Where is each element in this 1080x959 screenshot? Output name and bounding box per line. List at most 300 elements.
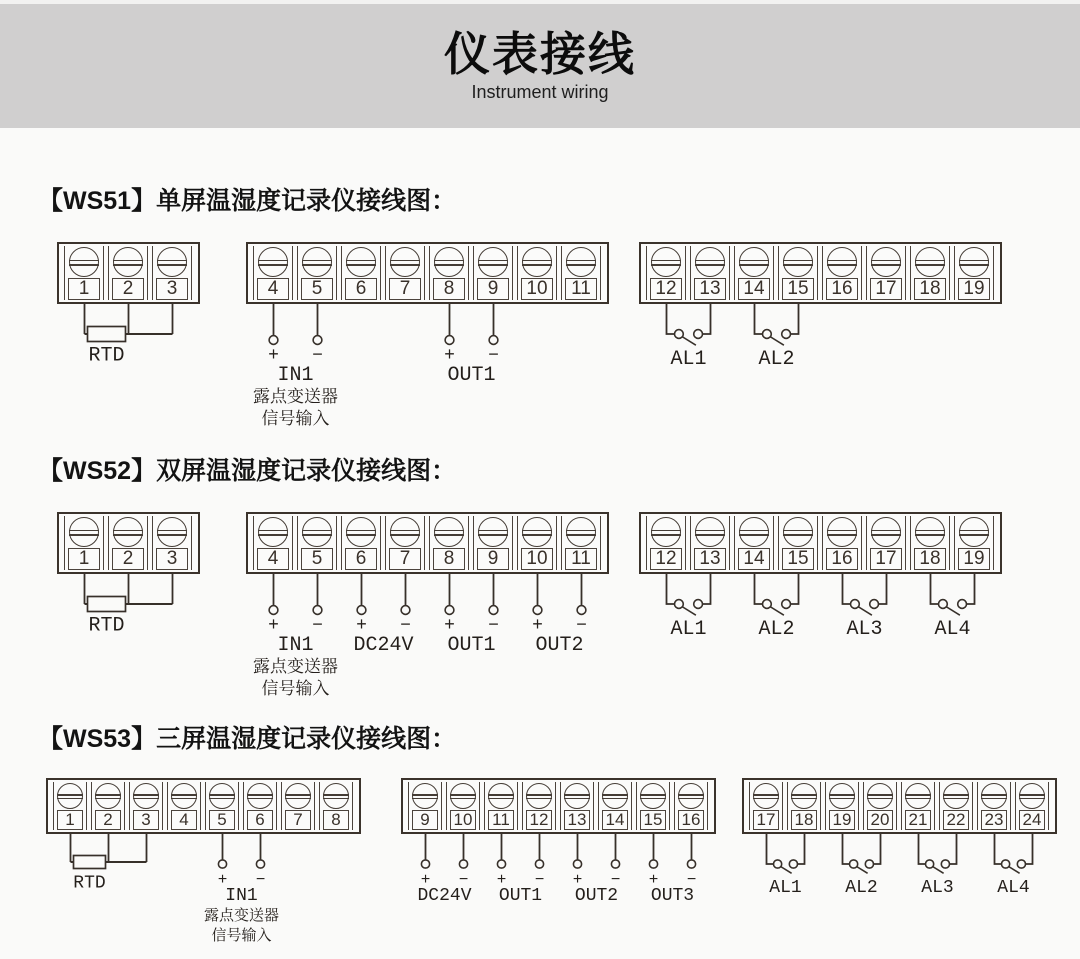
- terminal-number: 19: [958, 278, 990, 300]
- screw-icon: [209, 783, 235, 809]
- rtd-connection: [85, 304, 173, 368]
- terminal-number: 14: [738, 548, 770, 570]
- terminal-strip: [246, 512, 609, 574]
- plus-sign: +: [217, 871, 228, 889]
- terminal-cell: [787, 782, 821, 830]
- terminal-cell: [484, 782, 518, 830]
- terminal-cell: [429, 516, 469, 570]
- alarm-label: AL1: [670, 618, 707, 641]
- minus-sign: −: [458, 871, 469, 889]
- relay-connection: [767, 834, 805, 898]
- terminal-number: 4: [257, 278, 289, 300]
- terminal-cell: [446, 782, 480, 830]
- minus-sign: −: [312, 616, 323, 636]
- terminal-block: [46, 778, 361, 946]
- terminal-cell: [281, 782, 315, 830]
- screw-icon: [739, 517, 769, 547]
- terminal-cell: [734, 246, 774, 300]
- terminal-cell: [64, 246, 104, 300]
- plus-sign: +: [268, 346, 279, 366]
- minus-sign: −: [610, 871, 621, 889]
- screw-icon: [981, 783, 1007, 809]
- terminal-number: 6: [247, 810, 273, 830]
- screw-icon: [905, 783, 931, 809]
- terminal-number: 1: [57, 810, 83, 830]
- section-WS51: [0, 184, 1080, 430]
- terminal-number: 9: [477, 278, 509, 300]
- pair-connection: [417, 834, 471, 906]
- rtd-label: RTD: [73, 873, 106, 894]
- contact-circle-icon: [782, 330, 791, 339]
- terminal-block: [742, 778, 1057, 946]
- signal-label: IN1: [277, 634, 314, 657]
- terminal-number: 16: [826, 548, 858, 570]
- section-WS53: [0, 722, 1080, 946]
- terminal-cell: [674, 782, 708, 830]
- terminal-cell: [560, 782, 594, 830]
- terminal-strip: [639, 512, 1002, 574]
- terminal-number: 15: [782, 548, 814, 570]
- screw-icon: [566, 517, 596, 547]
- minus-sign: −: [488, 346, 499, 366]
- terminal-number: 8: [433, 548, 465, 570]
- wiring-svg: [46, 834, 361, 946]
- plus-sign: +: [648, 871, 659, 889]
- screw-icon: [827, 247, 857, 277]
- pair-connection: [444, 304, 499, 387]
- rtd-label: RTD: [88, 344, 125, 368]
- plus-sign: +: [268, 616, 279, 636]
- contact-circle-icon: [1017, 860, 1025, 868]
- terminal-cell: [822, 246, 862, 300]
- relay-connection: [843, 834, 881, 898]
- signal-label: OUT2: [574, 886, 619, 906]
- terminal-number: 19: [829, 810, 855, 830]
- terminal-number: 6: [345, 278, 377, 300]
- wire-end-circle-icon: [611, 860, 619, 868]
- screw-icon: [258, 517, 288, 547]
- terminal-cell: [954, 246, 994, 300]
- pair-connection: [444, 574, 499, 657]
- signal-sublabel: 露点变送器: [253, 387, 338, 406]
- terminal-strip: [401, 778, 716, 834]
- terminal-cell: [517, 516, 557, 570]
- terminal-cell: [253, 516, 293, 570]
- terminal-cell: [954, 516, 994, 570]
- alarm-label: AL3: [846, 618, 883, 641]
- terminal-block: [639, 242, 1002, 430]
- screw-icon: [133, 783, 159, 809]
- signal-label: IN1: [277, 364, 314, 387]
- terminal-number: 2: [95, 810, 121, 830]
- sections-container: [0, 184, 1080, 946]
- terminal-row: [57, 512, 1080, 700]
- signal-label: OUT1: [447, 634, 496, 657]
- terminal-number: 7: [389, 278, 421, 300]
- signal-label: IN1: [225, 886, 258, 906]
- screw-icon: [522, 247, 552, 277]
- minus-sign: −: [400, 616, 411, 636]
- relay-connection: [755, 574, 799, 641]
- screw-icon: [57, 783, 83, 809]
- terminal-number: 20: [867, 810, 893, 830]
- alarm-label: AL4: [997, 878, 1030, 898]
- screw-icon: [651, 517, 681, 547]
- terminal-cell: [734, 516, 774, 570]
- terminal-cell: [522, 782, 556, 830]
- terminal-cell: [167, 782, 201, 830]
- screw-icon: [943, 783, 969, 809]
- wire-end-circle-icon: [687, 860, 695, 868]
- terminal-number: 11: [565, 278, 597, 300]
- terminal-strip: [246, 242, 609, 304]
- terminal-cell: [866, 246, 906, 300]
- screw-icon: [113, 247, 143, 277]
- screw-icon: [450, 783, 476, 809]
- terminal-cell: [341, 516, 381, 570]
- terminal-cell: [690, 516, 730, 570]
- screw-icon: [157, 247, 187, 277]
- terminal-cell: [866, 516, 906, 570]
- terminal-number: 10: [521, 548, 553, 570]
- screw-icon: [791, 783, 817, 809]
- terminal-cell: [129, 782, 163, 830]
- screw-icon: [739, 247, 769, 277]
- terminal-cell: [473, 516, 513, 570]
- rtd-connection: [71, 834, 147, 894]
- relay-connection: [667, 574, 711, 641]
- signal-label: DC24V: [353, 634, 414, 657]
- terminal-cell: [822, 516, 862, 570]
- wire-end-circle-icon: [573, 860, 581, 868]
- terminal-cell: [91, 782, 125, 830]
- screw-icon: [526, 783, 552, 809]
- terminal-number: 3: [156, 278, 188, 300]
- pair-connection: [253, 304, 338, 428]
- section-title: 【WS52】双屏温湿度记录仪接线图：: [38, 457, 457, 485]
- terminal-cell: [517, 246, 557, 300]
- signal-sublabel: 信号输入: [261, 409, 330, 428]
- terminal-number: 24: [1019, 810, 1045, 830]
- relay-connection: [843, 574, 887, 641]
- plus-sign: +: [444, 346, 455, 366]
- terminal-number: 17: [870, 548, 902, 570]
- terminal-block: [246, 242, 609, 430]
- section-WS52: [0, 454, 1080, 700]
- terminal-number: 22: [943, 810, 969, 830]
- terminal-block: [57, 512, 200, 700]
- signal-label: OUT1: [498, 886, 543, 906]
- wiring-svg: [639, 574, 1002, 700]
- terminal-number: 3: [133, 810, 159, 830]
- terminal-number: 18: [914, 548, 946, 570]
- screw-icon: [323, 783, 349, 809]
- screw-icon: [390, 517, 420, 547]
- terminal-number: 5: [301, 278, 333, 300]
- screw-icon: [867, 783, 893, 809]
- minus-sign: −: [534, 871, 545, 889]
- pair-connection: [253, 574, 338, 698]
- wiring-svg: [639, 304, 1002, 430]
- wire-end-circle-icon: [256, 860, 264, 868]
- wire-end-circle-icon: [421, 860, 429, 868]
- plus-sign: +: [496, 871, 507, 889]
- minus-sign: −: [255, 871, 266, 889]
- terminal-cell: [205, 782, 239, 830]
- terminal-cell: [690, 246, 730, 300]
- screw-icon: [564, 783, 590, 809]
- terminal-cell: [749, 782, 783, 830]
- contact-circle-icon: [941, 860, 949, 868]
- terminal-number: 11: [488, 810, 514, 830]
- contact-circle-icon: [958, 600, 967, 609]
- wiring-svg: [57, 574, 200, 700]
- relay-connection: [667, 304, 711, 371]
- terminal-number: 17: [870, 278, 902, 300]
- screw-icon: [390, 247, 420, 277]
- screw-icon: [695, 517, 725, 547]
- terminal-number: 16: [678, 810, 704, 830]
- terminal-cell: [939, 782, 973, 830]
- terminal-cell: [152, 246, 192, 300]
- screw-icon: [827, 517, 857, 547]
- section-title: 【WS51】单屏温湿度记录仪接线图：: [38, 187, 457, 215]
- terminal-cell: [863, 782, 897, 830]
- terminal-cell: [53, 782, 87, 830]
- screw-icon: [69, 517, 99, 547]
- wire-end-circle-icon: [313, 606, 322, 615]
- terminal-number: 7: [285, 810, 311, 830]
- rtd-resistor-icon: [88, 597, 126, 612]
- terminal-block: [639, 512, 1002, 700]
- contact-circle-icon: [694, 330, 703, 339]
- terminal-strip: [742, 778, 1057, 834]
- terminal-block: [401, 778, 716, 946]
- wire-end-circle-icon: [497, 860, 505, 868]
- alarm-label: AL1: [670, 348, 707, 371]
- terminal-cell: [598, 782, 632, 830]
- screw-icon: [783, 517, 813, 547]
- screw-icon: [302, 517, 332, 547]
- alarm-label: AL2: [845, 878, 878, 898]
- terminal-cell: [473, 246, 513, 300]
- terminal-number: 4: [257, 548, 289, 570]
- wire-end-circle-icon: [489, 336, 498, 345]
- pair-connection: [573, 834, 621, 906]
- page-subtitle: Instrument wiring: [471, 82, 609, 103]
- terminal-cell: [385, 246, 425, 300]
- plus-sign: +: [444, 616, 455, 636]
- screw-icon: [113, 517, 143, 547]
- rtd-resistor-icon: [88, 327, 126, 342]
- minus-sign: −: [312, 346, 323, 366]
- screw-icon: [434, 247, 464, 277]
- terminal-number: 9: [412, 810, 438, 830]
- wiring-svg: [401, 834, 716, 946]
- screw-icon: [829, 783, 855, 809]
- screw-icon: [302, 247, 332, 277]
- rtd-connection: [85, 574, 173, 638]
- terminal-cell: [901, 782, 935, 830]
- terminal-number: 7: [389, 548, 421, 570]
- screw-icon: [915, 517, 945, 547]
- contact-circle-icon: [865, 860, 873, 868]
- signal-sublabel: 信号输入: [261, 679, 330, 698]
- terminal-cell: [408, 782, 442, 830]
- wire-end-circle-icon: [445, 606, 454, 615]
- screw-icon: [871, 517, 901, 547]
- screw-icon: [285, 783, 311, 809]
- terminal-cell: [297, 246, 337, 300]
- pair-connection: [532, 574, 587, 657]
- terminal-number: 14: [602, 810, 628, 830]
- terminal-number: 13: [564, 810, 590, 830]
- screw-icon: [678, 783, 704, 809]
- plus-sign: +: [532, 616, 543, 636]
- screw-icon: [959, 517, 989, 547]
- terminal-cell: [910, 516, 950, 570]
- signal-sublabel: 露点变送器: [203, 907, 280, 924]
- terminal-cell: [778, 246, 818, 300]
- terminal-number: 11: [565, 548, 597, 570]
- terminal-number: 12: [526, 810, 552, 830]
- pair-connection: [649, 834, 697, 906]
- contact-circle-icon: [870, 600, 879, 609]
- terminal-number: 8: [323, 810, 349, 830]
- relay-connection: [995, 834, 1033, 898]
- plus-sign: +: [572, 871, 583, 889]
- screw-icon: [488, 783, 514, 809]
- screw-icon: [412, 783, 438, 809]
- alarm-label: AL3: [921, 878, 954, 898]
- terminal-number: 21: [905, 810, 931, 830]
- screw-icon: [602, 783, 628, 809]
- screw-icon: [753, 783, 779, 809]
- pair-connection: [204, 834, 279, 944]
- terminal-number: 23: [981, 810, 1007, 830]
- terminal-cell: [152, 516, 192, 570]
- terminal-number: 13: [694, 548, 726, 570]
- minus-sign: −: [488, 616, 499, 636]
- terminal-strip: [57, 242, 200, 304]
- wire-end-circle-icon: [577, 606, 586, 615]
- wire-end-circle-icon: [445, 336, 454, 345]
- terminal-cell: [977, 782, 1011, 830]
- terminal-cell: [385, 516, 425, 570]
- terminal-number: 18: [791, 810, 817, 830]
- header-banner: [0, 4, 1080, 128]
- rtd-label: RTD: [88, 614, 125, 638]
- terminal-cell: [561, 516, 601, 570]
- terminal-cell: [561, 246, 601, 300]
- terminal-cell: [108, 246, 148, 300]
- screw-icon: [95, 783, 121, 809]
- relay-connection: [931, 574, 975, 641]
- screw-icon: [783, 247, 813, 277]
- terminal-cell: [64, 516, 104, 570]
- plus-sign: +: [420, 871, 431, 889]
- terminal-number: 2: [112, 548, 144, 570]
- terminal-number: 9: [477, 548, 509, 570]
- plus-sign: +: [356, 616, 367, 636]
- rtd-resistor-icon: [74, 856, 106, 869]
- alarm-label: AL4: [934, 618, 971, 641]
- terminal-number: 14: [738, 278, 770, 300]
- pair-connection: [497, 834, 545, 906]
- terminal-cell: [646, 516, 686, 570]
- terminal-cell: [253, 246, 293, 300]
- terminal-number: 13: [694, 278, 726, 300]
- terminal-number: 6: [345, 548, 377, 570]
- terminal-cell: [243, 782, 277, 830]
- terminal-number: 17: [753, 810, 779, 830]
- wire-end-circle-icon: [535, 860, 543, 868]
- wire-end-circle-icon: [269, 336, 278, 345]
- terminal-cell: [319, 782, 353, 830]
- terminal-cell: [646, 246, 686, 300]
- alarm-label: AL2: [758, 618, 795, 641]
- screw-icon: [478, 247, 508, 277]
- screw-icon: [959, 247, 989, 277]
- alarm-label: AL2: [758, 348, 795, 371]
- terminal-number: 2: [112, 278, 144, 300]
- minus-sign: −: [576, 616, 587, 636]
- terminal-number: 15: [640, 810, 666, 830]
- wire-end-circle-icon: [357, 606, 366, 615]
- terminal-number: 15: [782, 278, 814, 300]
- terminal-block: [57, 242, 200, 430]
- screw-icon: [247, 783, 273, 809]
- signal-label: OUT3: [650, 886, 695, 906]
- screw-icon: [695, 247, 725, 277]
- relay-connection: [755, 304, 799, 371]
- terminal-number: 19: [958, 548, 990, 570]
- wire-end-circle-icon: [218, 860, 226, 868]
- screw-icon: [915, 247, 945, 277]
- wiring-svg: [246, 304, 609, 430]
- screw-icon: [258, 247, 288, 277]
- wiring-svg: [742, 834, 1057, 946]
- terminal-number: 1: [68, 278, 100, 300]
- terminal-cell: [429, 246, 469, 300]
- terminal-strip: [57, 512, 200, 574]
- terminal-row: [46, 778, 1080, 946]
- contact-circle-icon: [782, 600, 791, 609]
- signal-label: OUT1: [447, 364, 496, 387]
- wire-end-circle-icon: [459, 860, 467, 868]
- terminal-block: [246, 512, 609, 700]
- terminal-cell: [1015, 782, 1049, 830]
- terminal-cell: [636, 782, 670, 830]
- signal-label: OUT2: [535, 634, 584, 657]
- terminal-number: 5: [301, 548, 333, 570]
- screw-icon: [566, 247, 596, 277]
- signal-sublabel: 露点变送器: [253, 657, 338, 676]
- screw-icon: [651, 247, 681, 277]
- terminal-number: 18: [914, 278, 946, 300]
- terminal-cell: [297, 516, 337, 570]
- terminal-cell: [778, 516, 818, 570]
- terminal-row: [57, 242, 1080, 430]
- terminal-number: 10: [450, 810, 476, 830]
- wire-end-circle-icon: [649, 860, 657, 868]
- signal-sublabel: 信号输入: [211, 927, 272, 944]
- screw-icon: [522, 517, 552, 547]
- screw-icon: [171, 783, 197, 809]
- terminal-number: 12: [650, 548, 682, 570]
- page-title: 仪表接线: [444, 27, 636, 80]
- screw-icon: [434, 517, 464, 547]
